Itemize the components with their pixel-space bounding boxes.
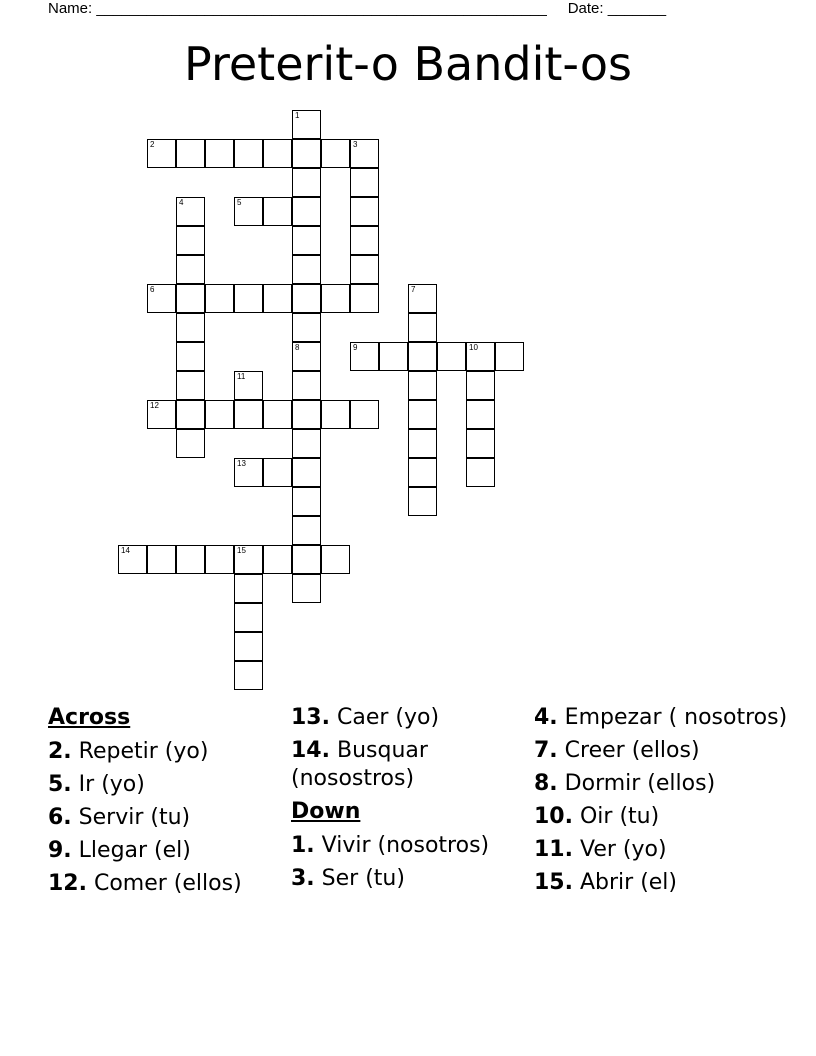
clue-item-text: Abrir (el) <box>572 870 678 895</box>
grid-cell[interactable] <box>408 429 437 458</box>
grid-cell[interactable] <box>350 342 379 371</box>
down-heading: Down <box>291 799 361 824</box>
clue-item <box>48 771 278 799</box>
clue-number: 2 <box>150 140 155 149</box>
clue-item <box>48 804 278 832</box>
clue-item-number: 7. <box>534 738 558 763</box>
grid-cell[interactable] <box>466 342 495 371</box>
clue-item-number: 4. <box>534 705 558 730</box>
clue-number: 1 <box>295 111 300 120</box>
clue-item-number: 13. <box>291 705 330 730</box>
grid-cell[interactable] <box>292 545 321 574</box>
clue-item-text: Creer (ellos) <box>557 738 700 763</box>
clue-item <box>291 832 521 860</box>
clue-item-text: Ser (tu) <box>314 866 405 891</box>
clue-item-text: Vivir (nosotros) <box>314 833 490 858</box>
clue-item <box>534 803 788 831</box>
clue-item <box>291 704 521 732</box>
grid-cell[interactable] <box>350 284 379 313</box>
clue-number: 12 <box>150 401 159 410</box>
clue-number: 13 <box>237 459 246 468</box>
clue-item-text: Oir (tu) <box>572 804 660 829</box>
grid-cell[interactable] <box>408 371 437 400</box>
grid-cell[interactable] <box>437 342 466 371</box>
grid-cell[interactable] <box>263 197 292 226</box>
grid-cell[interactable] <box>234 400 263 429</box>
grid-cell[interactable] <box>408 400 437 429</box>
clue-item <box>291 865 521 893</box>
clue-item-number: 14. <box>291 738 330 763</box>
grid-cell[interactable] <box>292 197 321 226</box>
clue-item <box>291 737 521 793</box>
across-heading: Across <box>48 705 131 730</box>
grid-cell[interactable] <box>321 545 350 574</box>
grid-cell[interactable] <box>495 342 524 371</box>
clue-item-text: Empezar ( nosotros) <box>557 705 788 730</box>
grid-cell[interactable] <box>176 342 205 371</box>
grid-cell[interactable] <box>234 371 263 400</box>
clue-item-text: Busquar (nosostros) <box>291 738 428 791</box>
grid-cell[interactable] <box>292 487 321 516</box>
grid-cell[interactable] <box>234 139 263 168</box>
clue-item <box>534 704 788 732</box>
grid-cell[interactable] <box>350 197 379 226</box>
grid-cell[interactable] <box>466 371 495 400</box>
clue-item-text: Ir (yo) <box>71 772 145 797</box>
grid-cell[interactable] <box>292 139 321 168</box>
grid-cell[interactable] <box>466 458 495 487</box>
date-field[interactable]: _______ <box>607 0 667 17</box>
name-field[interactable]: ______________________________________________________ <box>96 0 547 17</box>
grid-cell[interactable] <box>408 313 437 342</box>
grid-cell[interactable] <box>292 458 321 487</box>
grid-cell[interactable] <box>321 400 350 429</box>
grid-cell[interactable] <box>466 400 495 429</box>
clue-item-text: Caer (yo) <box>329 705 440 730</box>
clue-item-number: 6. <box>48 805 72 830</box>
clue-number: 15 <box>237 546 246 555</box>
grid-cell[interactable] <box>292 516 321 545</box>
grid-cell[interactable] <box>292 110 321 139</box>
grid-cell[interactable] <box>292 574 321 603</box>
grid-cell[interactable] <box>176 429 205 458</box>
puzzle-title: Preterit-o Bandit-os <box>184 37 632 91</box>
clue-item <box>534 836 788 864</box>
grid-cell[interactable] <box>234 574 263 603</box>
grid-cell[interactable] <box>350 400 379 429</box>
grid-cell[interactable] <box>292 168 321 197</box>
clue-item-text: Dormir (ellos) <box>557 771 716 796</box>
grid-cell[interactable] <box>234 603 263 632</box>
grid-cell[interactable] <box>176 545 205 574</box>
clue-item-text: Ver (yo) <box>572 837 667 862</box>
clue-item-number: 9. <box>48 838 72 863</box>
clue-item-text: Repetir (yo) <box>71 739 209 764</box>
grid-cell[interactable] <box>292 371 321 400</box>
clue-item <box>48 870 278 898</box>
clue-item-number: 5. <box>48 772 72 797</box>
clue-item-text: Comer (ellos) <box>86 871 242 896</box>
grid-cell[interactable] <box>408 487 437 516</box>
grid-cell[interactable] <box>263 284 292 313</box>
grid-cell[interactable] <box>234 545 263 574</box>
grid-cell[interactable] <box>408 342 437 371</box>
clue-column-1 <box>48 704 278 903</box>
grid-cell[interactable] <box>263 458 292 487</box>
clue-item <box>48 837 278 865</box>
grid-cell[interactable] <box>408 284 437 313</box>
grid-cell[interactable] <box>176 313 205 342</box>
grid-cell[interactable] <box>350 139 379 168</box>
clue-item-number: 12. <box>48 871 87 896</box>
clue-number: 11 <box>237 372 246 381</box>
grid-cell[interactable] <box>350 226 379 255</box>
grid-cell[interactable] <box>147 545 176 574</box>
grid-cell[interactable] <box>350 255 379 284</box>
clue-number: 9 <box>353 343 358 352</box>
grid-cell[interactable] <box>466 429 495 458</box>
clue-number: 7 <box>411 285 416 294</box>
grid-cell[interactable] <box>234 661 263 690</box>
grid-cell[interactable] <box>263 545 292 574</box>
clue-number: 5 <box>237 198 242 207</box>
date-label: Date: <box>567 0 604 17</box>
clue-item-text: Llegar (el) <box>71 838 191 863</box>
grid-cell[interactable] <box>147 139 176 168</box>
grid-cell[interactable] <box>147 400 176 429</box>
clue-item <box>534 737 788 765</box>
grid-cell[interactable] <box>176 371 205 400</box>
grid-cell[interactable] <box>176 255 205 284</box>
clue-item-number: 3. <box>291 866 315 891</box>
grid-cell[interactable] <box>205 139 234 168</box>
clue-item-number: 11. <box>534 837 573 862</box>
clue-item-number: 10. <box>534 804 573 829</box>
clue-item-number: 2. <box>48 739 72 764</box>
grid-cell[interactable] <box>205 284 234 313</box>
grid-cell[interactable] <box>234 197 263 226</box>
grid-cell[interactable] <box>292 400 321 429</box>
clue-number: 3 <box>353 140 358 149</box>
grid-cell[interactable] <box>292 255 321 284</box>
grid-cell[interactable] <box>292 284 321 313</box>
grid-cell[interactable] <box>263 139 292 168</box>
grid-cell[interactable] <box>176 284 205 313</box>
clue-column-2 <box>291 704 521 898</box>
grid-cell[interactable] <box>176 400 205 429</box>
grid-cell[interactable] <box>321 284 350 313</box>
clue-number: 6 <box>150 285 155 294</box>
grid-cell[interactable] <box>292 226 321 255</box>
grid-cell[interactable] <box>205 400 234 429</box>
grid-cell[interactable] <box>379 342 408 371</box>
grid-cell[interactable] <box>234 284 263 313</box>
clue-item-number: 8. <box>534 771 558 796</box>
clue-item <box>48 738 278 766</box>
clue-item-number: 15. <box>534 870 573 895</box>
clue-item-number: 1. <box>291 833 315 858</box>
clue-item-text: Servir (tu) <box>71 805 191 830</box>
grid-cell[interactable] <box>350 168 379 197</box>
clue-item <box>534 869 788 897</box>
grid-cell[interactable] <box>118 545 147 574</box>
clue-number: 14 <box>121 546 130 555</box>
grid-cell[interactable] <box>147 284 176 313</box>
grid-cell[interactable] <box>176 226 205 255</box>
grid-cell[interactable] <box>292 342 321 371</box>
grid-cell[interactable] <box>234 632 263 661</box>
grid-cell[interactable] <box>321 139 350 168</box>
grid-cell[interactable] <box>176 197 205 226</box>
clue-column-3 <box>534 704 788 902</box>
clue-number: 8 <box>295 343 300 352</box>
grid-cell[interactable] <box>292 313 321 342</box>
clue-item <box>534 770 788 798</box>
grid-cell[interactable] <box>205 545 234 574</box>
grid-cell[interactable] <box>292 429 321 458</box>
grid-cell[interactable] <box>234 458 263 487</box>
clue-number: 4 <box>179 198 184 207</box>
clue-number: 10 <box>469 343 478 352</box>
name-label: Name: <box>48 0 93 17</box>
grid-cell[interactable] <box>263 400 292 429</box>
grid-cell[interactable] <box>408 458 437 487</box>
grid-cell[interactable] <box>176 139 205 168</box>
